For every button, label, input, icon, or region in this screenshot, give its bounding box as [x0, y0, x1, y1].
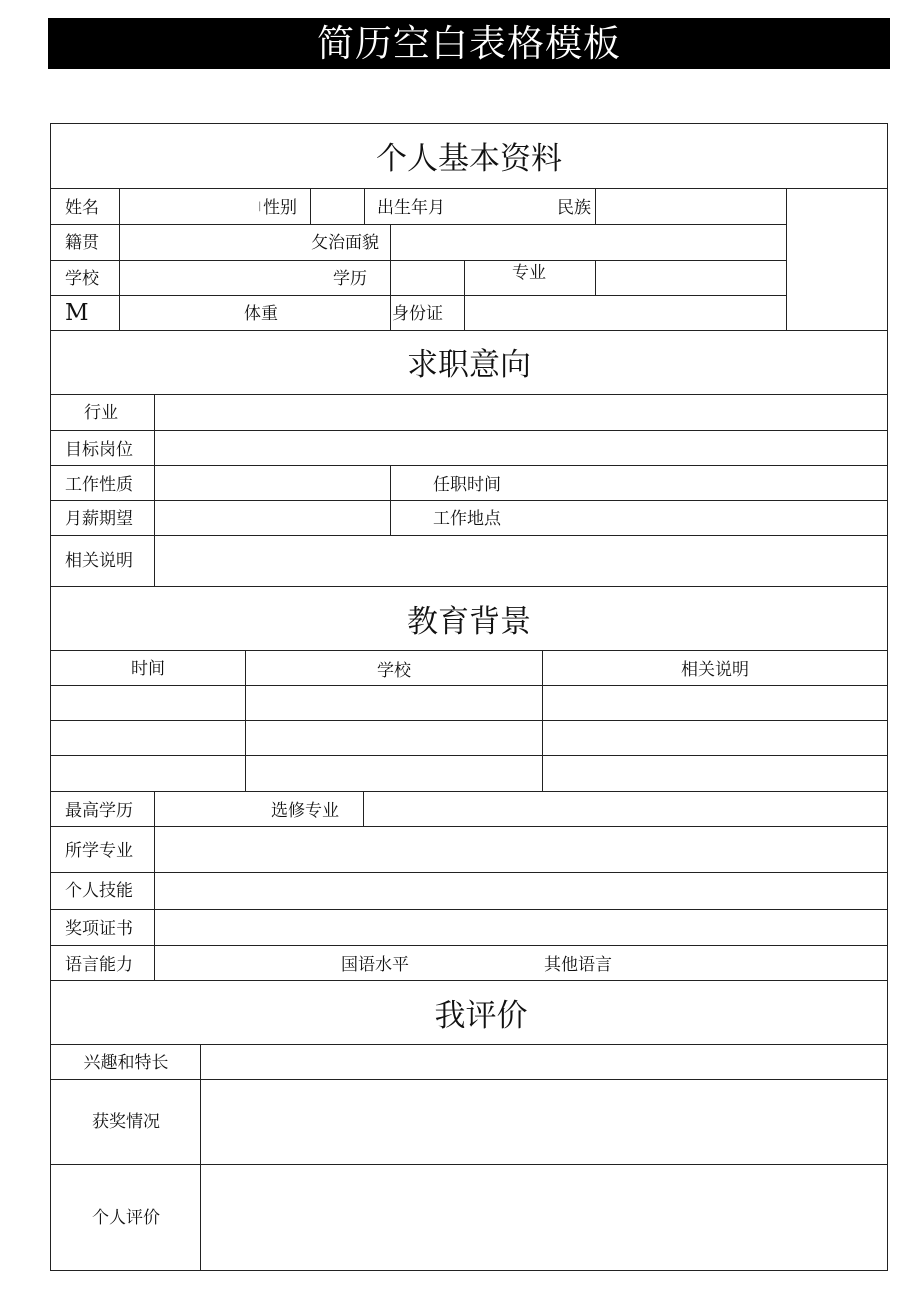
divider	[245, 650, 246, 791]
label-salary: 月薪期望	[65, 509, 133, 529]
divider	[50, 945, 888, 946]
label-skills: 个人技能	[65, 881, 133, 901]
divider	[50, 980, 888, 981]
divider	[50, 500, 888, 501]
divider	[154, 394, 155, 586]
label-job-nature: 工作性质	[65, 475, 133, 495]
divider	[364, 188, 365, 224]
label-weight: 体重	[244, 304, 278, 324]
label-education: 学历	[333, 269, 367, 289]
label-other-languages: 其他语言	[544, 955, 612, 975]
divider	[50, 720, 888, 721]
divider	[50, 586, 888, 587]
divider	[50, 826, 888, 827]
page-title: 简历空白表格模板	[48, 18, 890, 69]
label-id-card: 身份证	[392, 304, 443, 324]
divider	[50, 1164, 888, 1165]
column-header-notes: 相关说明	[681, 660, 749, 680]
divider	[50, 1044, 888, 1045]
label-work-location: 工作地点	[433, 509, 501, 529]
divider	[119, 188, 120, 330]
divider	[50, 909, 888, 910]
label-school: 学校	[65, 269, 99, 289]
section-heading-intention: 求职意向	[407, 347, 531, 383]
section-heading-education: 教育背景	[407, 604, 531, 640]
divider	[50, 535, 888, 536]
divider	[786, 188, 787, 330]
label-name: 姓名	[65, 198, 99, 218]
divider	[595, 260, 596, 295]
label-political-status: 攵治面貌	[311, 233, 379, 253]
section-heading-evaluation: 我评价	[434, 998, 528, 1034]
section-heading-personal: 个人基本资料	[376, 141, 562, 177]
divider	[50, 872, 888, 873]
divider	[595, 188, 596, 224]
column-header-time: 时间	[131, 659, 165, 679]
label-native-place: 籍贯	[65, 233, 99, 253]
divider	[50, 755, 888, 756]
label-language-ability: 语言能力	[65, 955, 133, 975]
divider	[50, 394, 888, 395]
divider	[390, 465, 391, 535]
divider	[50, 650, 888, 651]
label-notes: 相关说明	[65, 551, 133, 571]
divider	[50, 188, 888, 189]
divider	[50, 295, 787, 296]
divider	[310, 188, 311, 224]
label-awards: 获奖情况	[92, 1112, 160, 1132]
label-elective-major: 选修专业	[271, 801, 339, 821]
label-target-position: 目标岗位	[65, 440, 133, 460]
divider	[50, 224, 787, 225]
column-header-school: 学校	[377, 661, 411, 681]
stray-mark: |	[258, 201, 262, 212]
label-self-evaluation: 个人评价	[92, 1208, 160, 1228]
divider	[50, 330, 888, 331]
divider	[542, 650, 543, 791]
label-gender: 性别	[263, 198, 297, 218]
label-ethnicity: 民族	[557, 198, 591, 218]
label-mandarin-level: 国语水平	[341, 955, 409, 975]
label-highest-education: 最高学历	[65, 801, 133, 821]
label-major: 专业	[512, 263, 546, 283]
divider	[390, 224, 391, 330]
divider	[50, 791, 888, 792]
label-hobbies: 兴趣和特长	[83, 1053, 169, 1073]
divider	[50, 465, 888, 466]
label-tenure: 任职时间	[433, 475, 501, 495]
divider	[154, 791, 155, 980]
label-height: M	[65, 300, 89, 326]
label-birth: 出生年月	[377, 198, 445, 218]
label-industry: 行业	[84, 403, 118, 423]
label-major-studied: 所学专业	[65, 841, 133, 861]
divider	[464, 260, 465, 330]
divider	[50, 685, 888, 686]
divider	[363, 791, 364, 826]
divider	[200, 1044, 201, 1271]
divider	[50, 1079, 888, 1080]
label-awards-certificates: 奖项证书	[65, 919, 133, 939]
divider	[50, 430, 888, 431]
divider	[50, 260, 787, 261]
